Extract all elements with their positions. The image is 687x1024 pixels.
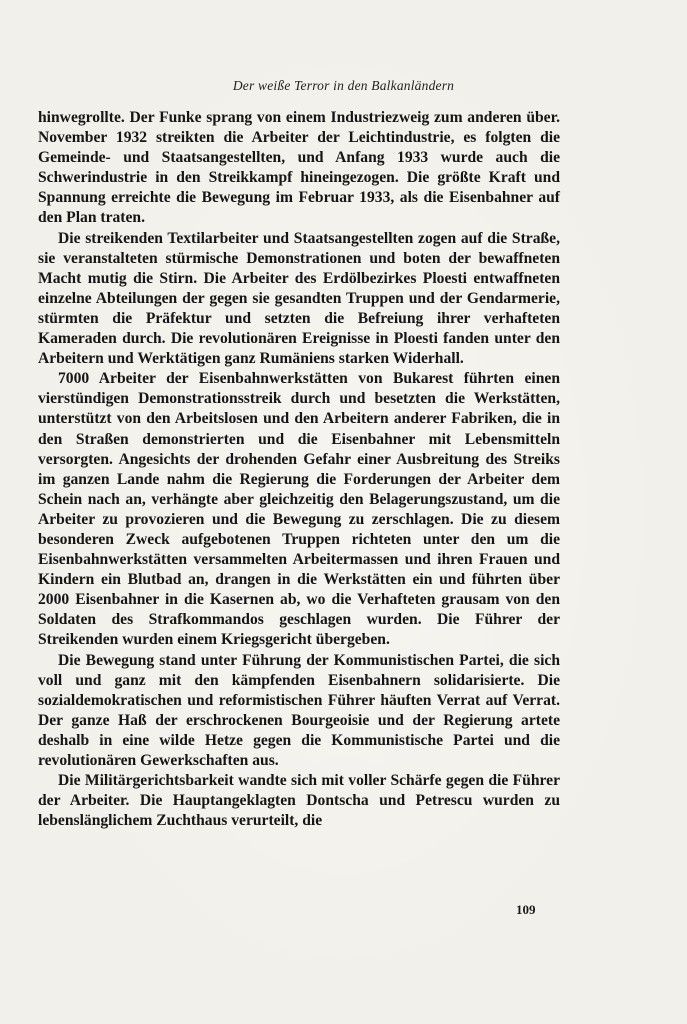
page-number: 109 [516,902,536,917]
paragraph-3: 7000 Arbeiter der Eisenbahnwerkstätten von Bukarest führten einen vierstündigen Demonstrationsstreik durch und besetzten die Werkstätten, unterstützt von den Arbeitslosen und den Arbeitern anderer Fabriken, die in den Straßen demonstrierten und die Eisenbahner mit Lebensmitteln versorgten. Angesichts der drohenden Gefahr einer Ausbreitung des Streiks im ganzen Lande nahm die Regierung die Forderungen der Arbeiter dem Schein nach an, verhängte aber gleichzeitig den Belagerungszustand, um die Arbeiter zu provozieren und die Bewegung zu zerschlagen. Die zu diesem besonderen Zweck aufgebotenen Truppen richteten unter den um die Eisenbahnwerkstätten versammelten Arbeitermassen und ihren Frauen und Kindern ein Blutbad an, drangen in die Werkstätten ein und führten über 2000 Eisenbahner in die Kasernen ab, wo die Verhafteten grausam von den Soldaten des Strafkommandos geschlagen wurden. Die Führer der Streikenden wurden einem Kriegsgericht übergeben. [38,370,560,649]
running-title: Der weiße Terror in den Balkanländern [232,78,455,93]
paragraph-2: Die streikenden Textilarbeiter und Staatsangestellten zogen auf die Straße, sie veranstalteten stürmische Demonstrationen und boten der bewaffneten Macht mutig die Stirn. Die Arbeiter des Erdölbezirkes Ploesti entwaffneten einzelne Abteilungen der gegen sie gesandten Truppen und der Gendarmerie, stürmten die Präfektur und setzten die Befreiung ihrer verhafteten Kameraden durch. Die revolutionären Ereignisse in Ploesti fanden unter den Arbeitern und Werktätigen ganz Rumäniens starken Widerhall. [38,229,560,368]
paragraph-4: Die Bewegung stand unter Führung der Kommunistischen Partei, die sich voll und ganz mit den kämpfenden Eisenbahnern solidarisierte. Die sozialdemokratischen und reformistischen Führer häuften Verrat auf Verrat. Der ganze Haß der erschrockenen Bourgeoisie und der Regierung artete deshalb in eine wilde Hetze gegen die Kommunistische Partei und die revolutionären Gewerkschaften aus. [38,651,560,769]
body-text [38,108,560,831]
paragraph-5: Die Militärgerichtsbarkeit wandte sich mit voller Schärfe gegen die Führer der Arbeiter. Die Hauptangeklagten Dontscha und Petrescu wurden zu lebenslänglichem Zuchthaus verurteilt, die [38,772,560,830]
paragraph-1: hinwegrollte. Der Funke sprang von einem Industriezweig zum anderen über. November 1932 streikten die Arbeiter der Leichtindustrie, es folgten die Gemeinde- und Staatsangestellten, und Anfang 1933 wurde auch die Schwerindustrie in den Streikkampf hineingezogen. Die größte Kraft und Spannung erreichte die Bewegung im Februar 1933, als die Eisenbahner auf den Plan traten. [38,109,560,227]
